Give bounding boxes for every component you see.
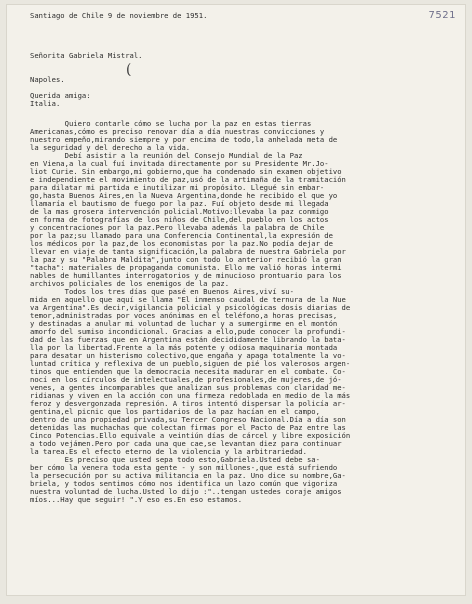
- body-line: dad de las fuerzas que en Argentina están decididamente librando la bata-: [30, 335, 346, 344]
- body-line: tinos que entienden que la democracia necesita madurar en el combate. Co-: [30, 367, 346, 376]
- letter-page: [6, 4, 466, 596]
- body-line: la persecución por su activa militancia en la paz. Uno dice su nombre,Ga-: [30, 471, 346, 480]
- body-line: y concentraciones por la paz.Pero llevaba además la palabra de Chile: [30, 223, 325, 232]
- recipient-country: Italia.: [30, 99, 61, 108]
- archive-reference: 7521: [428, 10, 456, 21]
- body-line: míos...Hay que seguir! ".Y eso es.En eso estamos.: [30, 495, 243, 504]
- body-line: para desatar un histerismo colectivo,que engaña y apaga totalmente la vo-: [30, 351, 346, 360]
- body-line: en forma de fotografías de los niños de Chile,del pueblo en los actos: [30, 215, 329, 224]
- body-line: ber cómo la venera toda esta gente - y son millones-,que está sufriendo: [30, 463, 338, 472]
- body-line: Quiero contarle cómo se lucha por la paz en estas tierras: [30, 119, 312, 128]
- body-line: dentro de una propiedad privada,su Tercer Congreso Nacional.Día a día son: [30, 415, 346, 424]
- body-line: "tacha": materiales de propaganda comunista. Ello me valió horas intermi: [30, 263, 342, 272]
- recipient-city: Napoles.: [30, 75, 65, 84]
- body-line: nuestra voluntad de lucha.Usted lo dijo :"..tengan ustedes coraje amigos: [30, 487, 342, 496]
- body-line: briela, y todos sentimos cómo nos identifica un lazo común que vigoriza: [30, 479, 338, 488]
- greeting: Querida amiga:: [30, 91, 91, 100]
- body-line: go,hasta Buenos Aires,en la Nueva Argentina,donde he recibido el que yo: [30, 191, 338, 200]
- body-line: temor,administradas por voces anónimas en el teléfono,a horas precisas,: [30, 311, 338, 320]
- body-line: Debí asistir a la reunión del Consejo Mundial de la Paz: [30, 151, 303, 160]
- body-line: Cinco Potencias.Ello equivale a veintiún días de cárcel y libre exposición: [30, 431, 351, 440]
- body-line: para dilatar mi partida e inutilizar mi propósito. Llegué sin embar-: [30, 183, 325, 192]
- body-line: liot Curie. Sin embargo,mi gobierno,que ha condenado sin examen objetivo: [30, 167, 342, 176]
- body-line: gentina,el picnic que los partidarios de la paz hacían en el campo,: [30, 407, 320, 416]
- recipient-name: Señorita Gabriela Mistral.: [30, 51, 143, 60]
- body-line: nocí en los círculos de intelectuales,de profesionales,de mujeres,de jó-: [30, 375, 342, 384]
- body-line: lla por la libertad.Frente a la más potente y odiosa maquinaria montada: [30, 343, 338, 352]
- body-line: ridianas y viven en la acción con una firmeza redoblada en medio de la más: [30, 391, 351, 400]
- body-line: Todos los tres días que pasé en Buenos Aires,viví su-: [30, 287, 294, 296]
- body-line: venes, a gentes incomparables que analizan sus problemas con claridad me-: [30, 383, 346, 392]
- body-line: detenidas las muchachas que colectan firmas por el Pacto de Paz entre las: [30, 423, 346, 432]
- letter-body: [30, 120, 350, 504]
- body-line: nuestro empeño,mirando siempre y por encima de todo,la anhelada meta de: [30, 135, 338, 144]
- body-line: archivos policiales de los enemigos de la paz.: [30, 279, 230, 288]
- body-line: llamaría el bautismo de fuego por la paz. Fuí objeto desde mi llegada: [30, 199, 329, 208]
- body-line: la paz y su "Palabra Maldita",junto con todo lo anterior recibió la gran: [30, 255, 342, 264]
- body-line: la tarea.Es el efecto eterno de la violencia y la arbitrariedad.: [30, 447, 307, 456]
- body-line: por la paz;su llamado para una Conferencia Continental,la expresión de: [30, 231, 333, 240]
- body-line: luntad crítica y reflexiva de un pueblo,siguen de pié los valerosos argen-: [30, 359, 351, 368]
- body-line: nables de humillantes interrogatorios y de minucioso prontuario para los: [30, 271, 342, 280]
- body-line: de la mas grosera intervención policial.Motivo:llevaba la paz conmigo: [30, 207, 329, 216]
- recipient-address: [30, 36, 143, 124]
- body-line: va Argentina".Es decir,vigilancia policial y psicológicas dosis diarias de: [30, 303, 351, 312]
- body-line: los médicos por la paz,de los economistas por la paz.No podía dejar de: [30, 239, 333, 248]
- body-line: amorfo del sumiso incondicional. Gracias a ello,pude conocer la profundi-: [30, 327, 346, 336]
- handwritten-mark: (: [124, 61, 134, 79]
- body-line: mida en aquello que aquí se llama "El inmenso caudal de ternura de la Nue: [30, 295, 346, 304]
- body-line: Americanas,cómo es preciso renovar día a día nuestras convicciones y: [30, 127, 325, 136]
- body-line: la seguridad y del derecho a la vida.: [30, 143, 191, 152]
- body-line: feroz y desvergonzada represión. A tiros intentó dispersar la policía ar-: [30, 399, 346, 408]
- body-line: a todo vejámen.Pero por cada una que cae,se levantan diez para continuar: [30, 439, 342, 448]
- body-line: en Viena,a la cual fuí invitada directamente por su Presidente Mr.Jo-: [30, 159, 329, 168]
- body-line: Es preciso que usted sepa todo esto,Gabriela.Usted debe sa-: [30, 455, 320, 464]
- body-line: e independiente el movimiento de paz,usó de la artimaña de la tramitación: [30, 175, 346, 184]
- body-line: llevar en viaje de tanta significación,la palabra de nuestra Gabriela por: [30, 247, 346, 256]
- body-line: y destinadas a anular mi voluntad de luchar y a sumergirme en el montón: [30, 319, 338, 328]
- letter-date: Santiago de Chile 9 de noviembre de 1951.: [30, 11, 208, 20]
